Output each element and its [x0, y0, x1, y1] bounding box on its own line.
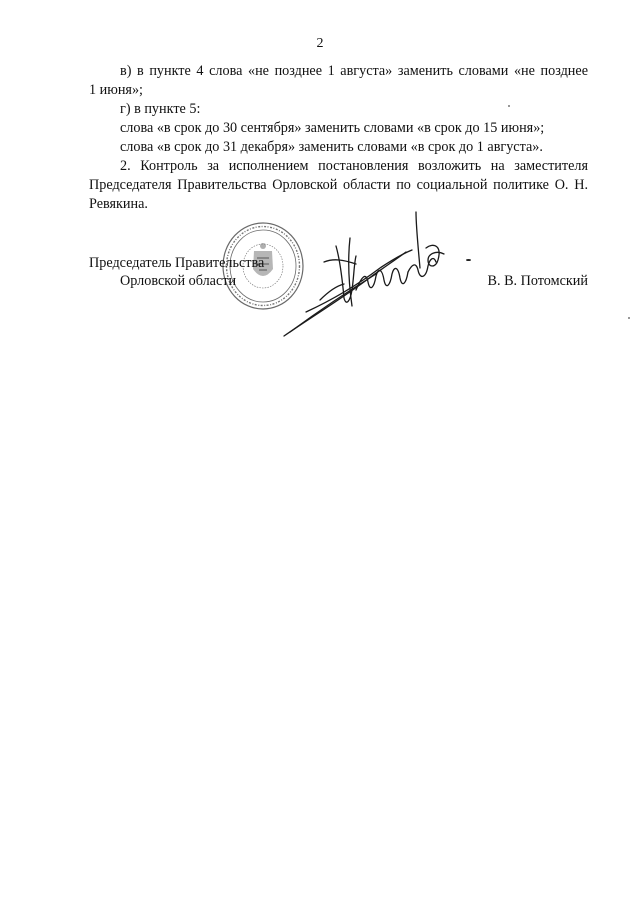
- signatory-name: В. В. Потомский: [487, 273, 588, 289]
- page-number: 2: [316, 36, 324, 51]
- signature-title-line2: Орловской области: [120, 273, 237, 289]
- speck-mark: [628, 317, 630, 319]
- handwritten-signature-icon: [276, 206, 476, 338]
- paragraph-item-g-1: слова «в срок до 30 сентября» заменить словами «в срок до 15 июня»;: [120, 120, 545, 136]
- paragraph-item-2: 2. Контроль за исполнением постановления возложить на заместителя Председателя Правительства Орловской области по социальной политике О. Н. Ревякина.: [89, 158, 588, 212]
- signature-title-line1: Председатель Правительства: [89, 255, 265, 271]
- paragraph-item-v-line2: 1 июня»;: [89, 82, 143, 98]
- speck-mark: [466, 259, 471, 261]
- paragraph-item-g: г) в пункте 5:: [120, 101, 201, 117]
- speck-mark: [508, 105, 510, 107]
- document-body: [89, 62, 588, 214]
- paragraph-item-g-2: слова «в срок до 31 декабря» заменить словами «в срок до 1 августа».: [120, 139, 543, 155]
- paragraph-item-v-line1: в) в пункте 4 слова «не позднее 1 августа» заменить словами «не позднее: [120, 63, 588, 79]
